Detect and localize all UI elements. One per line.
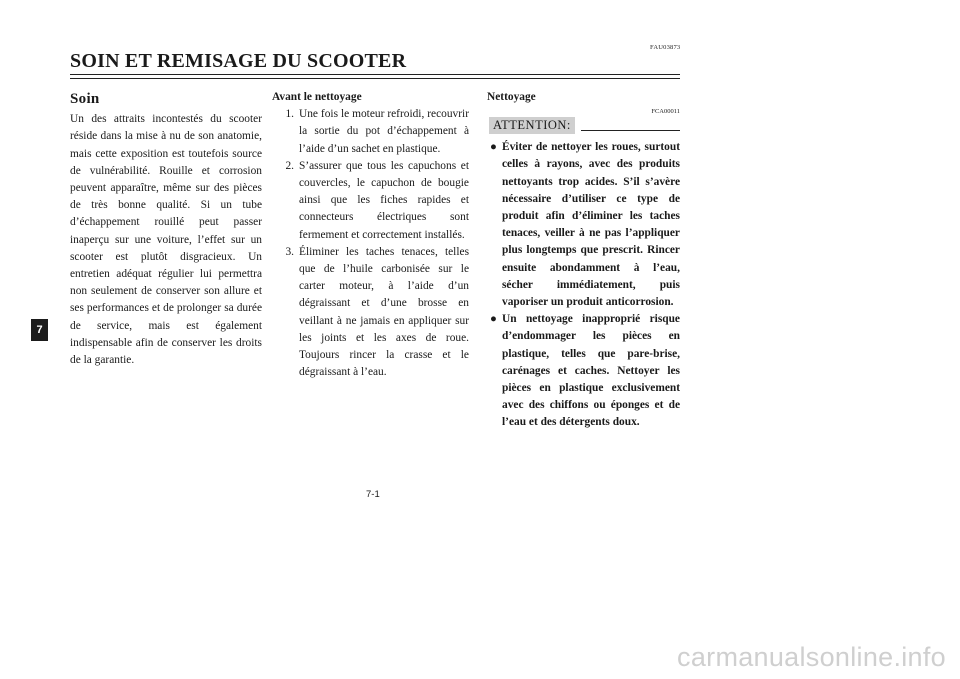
bullet-icon: ● xyxy=(490,313,497,326)
care-paragraph: Un des attraits incontestés du scooter réside dans la mise à nu de son anatomie, mais cette exposition est toutefois source de vulnérabilité. Rouille et corrosion peuvent apparaître, même sur des pièces de très bonne qualité. Si un tube d’échappement rouillé peut passer inaperçu sur une voiture, l’effet sur un scooter est plutôt disgracieux. Un entretien adéquat régulier lui permettra non seulement de conserver son allure et ses performances et de prolonger sa durée de service, mais est également indispensable afin de conserver les droits de la garantie. xyxy=(70,113,262,367)
caution-code: FCA00011 xyxy=(651,108,680,116)
step-text: Éliminer les taches tenaces, telles que de l’huile carbonisée sur le carter moteur, à l’aide d’un dégraissant et d’une brosse en veillant à ne jamais en appliquer sur les joints et les axes de roue. Toujours rincer la crasse et le dégraissant à l’eau. xyxy=(299,245,469,379)
step-text: Une fois le moteur refroidi, recouvrir la sortie du pot d’échappement à l’aide d’un sachet en plastique. xyxy=(299,108,469,155)
attention-banner xyxy=(487,117,680,134)
title-rule-thin xyxy=(70,78,680,79)
step-number: 3. xyxy=(285,245,294,258)
column-cleaning xyxy=(487,89,680,432)
caution-item xyxy=(487,311,680,431)
step-number: 1. xyxy=(285,108,294,121)
heading-before-cleaning: Avant le nettoyage xyxy=(272,91,362,103)
step-item xyxy=(272,106,469,158)
steps-list xyxy=(272,106,469,381)
step-number: 2. xyxy=(285,159,294,172)
step-item xyxy=(272,244,469,382)
caution-item xyxy=(487,139,680,311)
chapter-tab: 7 xyxy=(31,319,48,341)
watermark-text: carmanualsonline.info xyxy=(677,642,946,672)
column-before-cleaning xyxy=(272,89,469,381)
column-care xyxy=(70,89,262,369)
page-title: SOIN ET REMISAGE DU SCOOTER xyxy=(70,50,407,72)
caution-text: Éviter de nettoyer les roues, surtout celles à rayons, avec des produits nettoyants trop acides. S’il s’avère nécessaire d’utiliser ce type de produit afin d’éliminer les taches tenaces, veiller à ne pas l’appliquer plus longtemps que prescrit. Rincer ensuite abondamment à l’eau, sécher immédiatement, puis vaporiser un produit anticorrosion. xyxy=(502,141,680,309)
attention-label: ATTENTION: xyxy=(489,117,575,134)
bullet-icon: ● xyxy=(490,141,497,154)
attention-rule xyxy=(581,130,680,131)
caution-list xyxy=(487,139,680,431)
step-item xyxy=(272,158,469,244)
caution-text: Un nettoyage inapproprié risque d’endommager les pièces en plastique, telles que pare-brise, carénages et caches. Nettoyer les pièces en plastique exclusivement avec des chiffons ou éponges et de l’eau et des détergents doux. xyxy=(502,313,680,429)
step-text: S’assurer que tous les capuchons et couvercles, le capuchon de bougie ainsi que les fiches rapides et connecteurs électriques sont fermement et correctement installés. xyxy=(299,159,469,241)
heading-cleaning: Nettoyage xyxy=(487,91,536,103)
document-code: FAU03873 xyxy=(650,44,681,51)
page-number: 7-1 xyxy=(366,489,380,500)
section-heading-soin: Soin xyxy=(70,91,100,107)
title-rule-thick xyxy=(70,74,680,75)
